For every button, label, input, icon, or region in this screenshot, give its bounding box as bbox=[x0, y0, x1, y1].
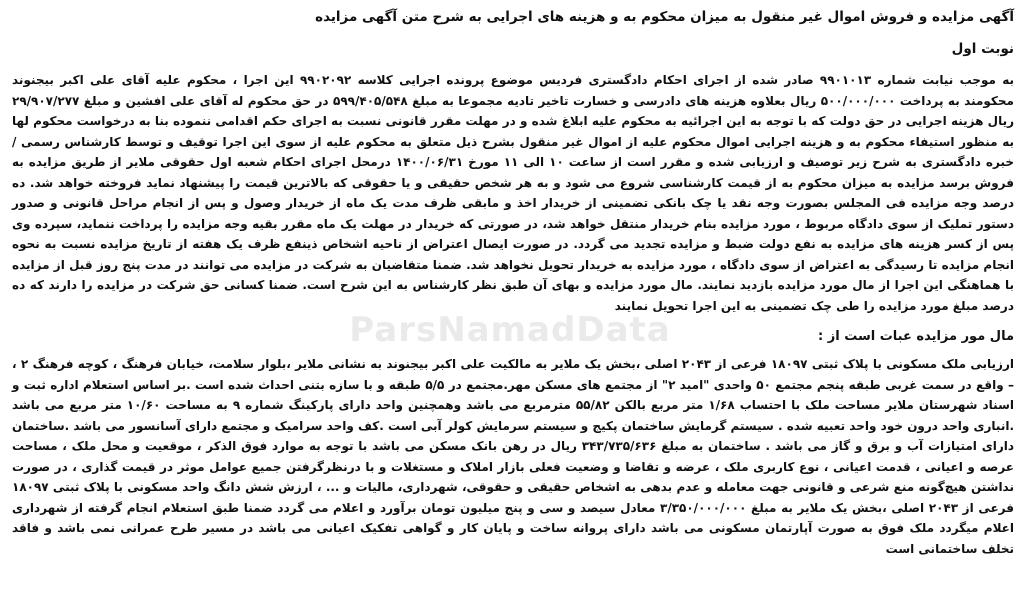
notice-round: نوبت اول bbox=[951, 41, 1014, 57]
property-description-paragraph: ارزیابی ملک مسکونی با پلاک ثبتی ۱۸۰۹۷ فرعی از ۲۰۴۳ اصلی ،بخش یک ملایر به مالکیت علی اکبر بیجنوند به نشانی ملایر ،بلوار سلامت، خیابان فرهنگ ، کوچه فرهنگ ۲ ، – واقع در سمت غربی طبقه پنجم مجتمع ۵۰ واحدی "امید ۲" از مجتمع های مسکن مهر.مجتمع در ۵/۵ طبقه و با سازه بتنی احداث شده است .بر اساس استعلام اداره ثبت و اسناد شهرستان ملایر مساحت ملک با احتساب ۱/۶۸ متر مربع بالکن ۵۵/۸۲ مترمربع می باشد وهمچنین واحد دارای پارکینگ شماره ۹ به مساحت ۱۰/۶۰ متر مربع می باشد .انباری واحد درون خود واحد تعبیه شده . سیستم گرمایش ساختمان پکیج و سیستم سرمایش کولر آبی است .کف واحد سرامیک و مجتمع دارای آسانسور می باشد .ساختمان دارای امتیازات آب و برق و گاز می باشد . ساختمان به مبلغ ۳۴۳/۷۳۵/۶۳۶ ریال در رهن بانک مسکن می باشد با توجه به موارد فوق الذکر ، موقعیت و محل ملک ، مساحت عرصه و اعیانی ، قدمت اعیانی ، نوع کاربری ملک ، عرضه و تقاضا و وضعیت فعلی بازار املاک و مستغلات و با درنظرگرفتن جمیع عوامل موثر در قیمت گذاری ، در صورت نداشتن هیچ‌گونه منع شرعی و قانونی جهت معامله و عدم بدهی به اشخاص حقیقی و حقوقی، شهرداری، مالیات و ... ، ارزش شش دانگ واحد مسکونی با پلاک ثبتی ۱۸۰۹۷ فرعی از ۲۰۴۳ اصلی ،بخش یک ملایر به مبلغ ۳/۳۵۰/۰۰۰/۰۰۰ معادل سیصد و سی و پنج میلیون تومان برآورد و اعلام می گردد ضمنا طبق استعلام انجام گرفته از شهرداری اعلام میگردد ملک فوق به صورت آپارتمان مسکونی می باشد دارای پروانه ساخت و پایان کار و گواهی تفکیک اعیانی می باشد در مسیر طرح عمرانی نمی باشد و فاقد تخلف ساختمانی است bbox=[12, 357, 1014, 556]
watermark-logo-text: ParsNamadData bbox=[349, 310, 671, 350]
notice-body-paragraph: به موجب نیابت شماره ۹۹۰۱۰۱۳ صادر شده از اجرای احکام دادگستری فردیس موضوع پرونده اجرایی کلاسه ۹۹۰۲۰۹۲ این اجرا ، محکوم علیه آقای علی اکبر بیجنوند محکومند به پرداخت ۵۰۰/۰۰۰/۰۰۰ ریال بعلاوه هزینه های دادرسی و خسارت تاخیر تادیه مجموعا به مبلغ ۵۹۹/۴۰۵/۵۴۸ در حق محکوم له آقای علی افشین و مبلغ ۲۹/۹۰۷/۲۷۷ ریال هزینه اجرایی در حق دولت که با توجه به این اجرائیه به محکوم علیه ابلاغ شده و در مهلت مقرر قانونی نسبت به اجرای حکم اقدامی ننموده بنا به درخواست محکوم لها به منظور استیفاء محکوم به و هزینه اجرایی اموال محکوم علیه از اموال غیر منقول بشرح ذیل متعلق به محکوم علیه از سوی این اجرا توقیف و توسط کارشناس رسمی / خبره دادگستری به شرح زیر توصیف و ارزیابی شده و مقرر است از ساعت ۱۰ الی ۱۱ مورخ ۱۴۰۰/۰۶/۳۱ درمحل اجرای احکام شعبه اول حقوقی ملایر از طریق مزایده به فروش برسد مزایده به میزان محکوم به از قیمت کارشناسی شروع می شود و به هر شخص حقیقی و یا حقوقی که بالاترین قیمت را پیشنهاد نماید فروخته خواهد شد. ده درصد وجه مزایده فی المجلس بصورت وجه نقد یا چک بانکی تضمینی از خریدار اخذ و مابقی ظرف مدت یک ماه از خریدار وصول و پس از انجام مراحل قانونی و صدور دستور تملیک از سوی دادگاه مربوط ، مورد مزایده بنام خریدار منتقل خواهد شد، در صورتی که خریدار در مهلت یک ماه مقرر بقیه وجه مزایده را پرداخت ننماید، سپرده وی پس از کسر هزینه های مزایده به نفع دولت ضبط و مزایده تجدید می گردد. در صورت ایصال اعتراض از ناحیه اشخاص ذینفع ظرف یک هفته از تاریخ مزایده نسبت به نحوه انجام مزایده تا رسیدگی به اعتراض از سوی دادگاه ، مورد مزایده به خریدار تحویل نخواهد شد. ضمنا متقاضیان به شرکت در مزایده می توانند در مدت پنج روز قبل از مزایده با هماهنگی این اجرا از مال مورد مزایده بازدید نمایند. مال مورد مزایده و بهای آن طبق نظر کارشناس به این شرح است. ضمنا کسانی حق شرکت در مزایده را دارند که ده درصد مبلغ مورد مزایده را طی چک تضمینی به این اجرا تحویل نمایند bbox=[12, 73, 1015, 313]
notice-title: آگهی مزایده و فروش اموال غیر منقول به میزان محکوم به و هزینه های اجرایی به شرح متن آگهی مزایده bbox=[315, 9, 1014, 25]
property-heading: مال مور مزایده عبات است از : bbox=[818, 329, 1014, 344]
